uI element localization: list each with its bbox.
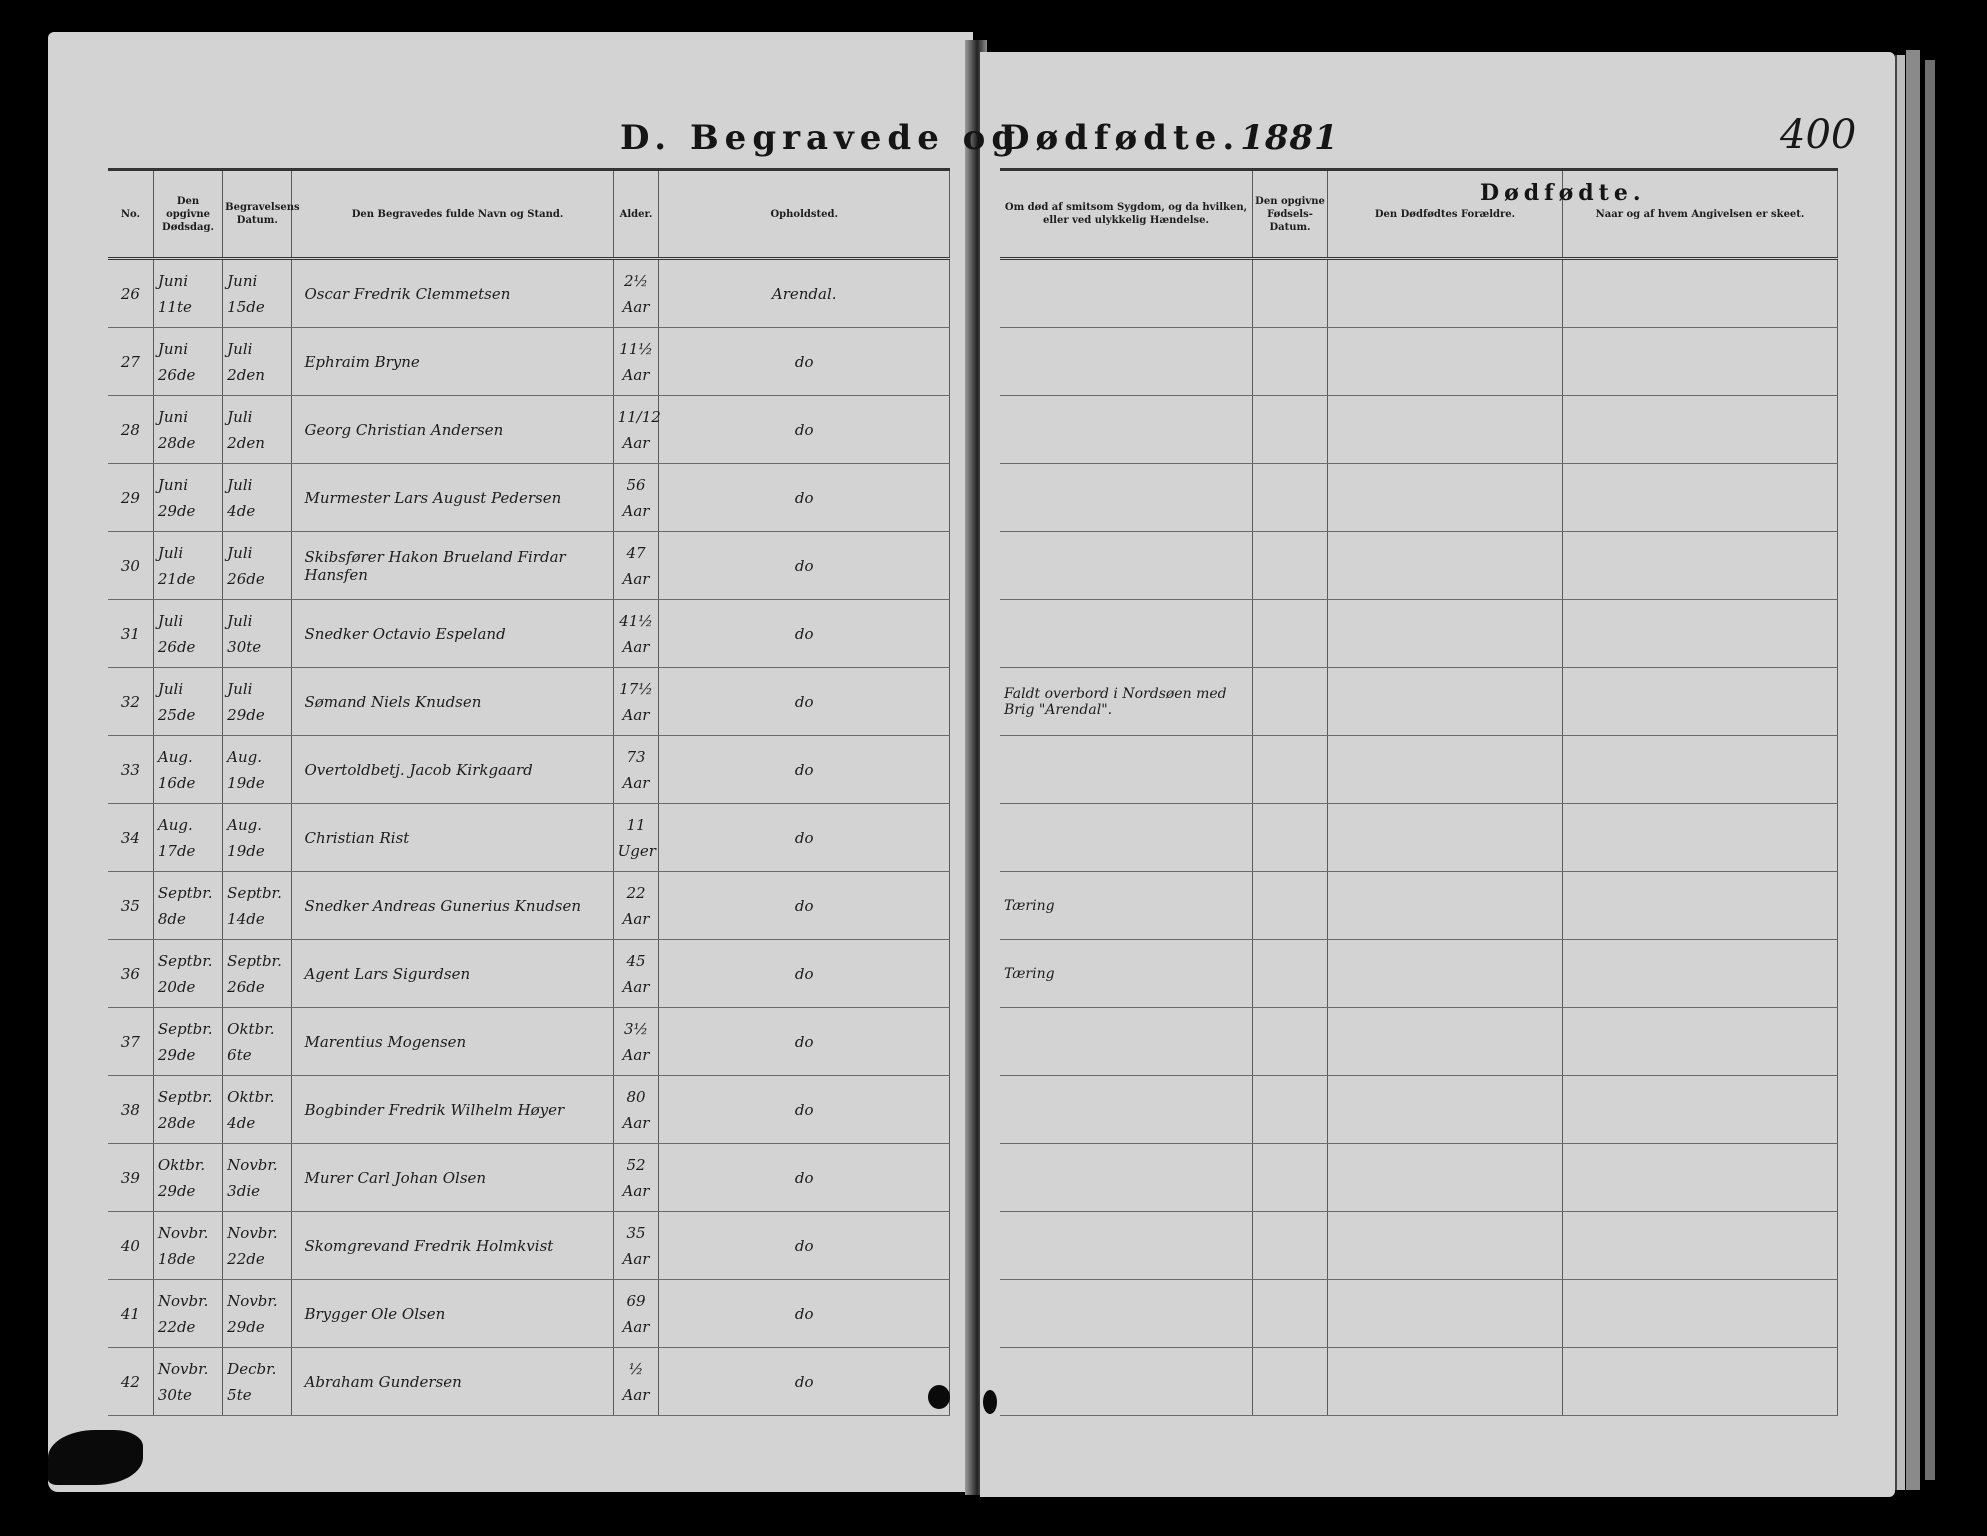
empty-cell [1253, 1076, 1328, 1144]
cause-of-death [1000, 1348, 1253, 1416]
col-header-residence: Opholdsted. [659, 170, 950, 259]
burial-date: Juli 30te [223, 600, 292, 668]
burial-date: Decbr. 5te [223, 1348, 292, 1416]
death-date: Septbr. 29de [153, 1008, 222, 1076]
residence: do [659, 396, 950, 464]
table-row [1000, 328, 1838, 396]
col-header-burial-date: Begravelsens Datum. [223, 170, 292, 259]
residence: do [659, 1144, 950, 1212]
death-date: Septbr. 8de [153, 872, 222, 940]
table-row [1000, 940, 1838, 1008]
cause-of-death [1000, 804, 1253, 872]
col-header-age: Alder. [613, 170, 659, 259]
table-row [108, 259, 950, 328]
cause-of-death [1000, 1144, 1253, 1212]
age: 11/12 Aar [613, 396, 659, 464]
burial-date: Septbr. 14de [223, 872, 292, 940]
death-date: Novbr. 30te [153, 1348, 222, 1416]
table-row [108, 328, 950, 396]
empty-cell [1253, 600, 1328, 668]
deceased-name: Sømand Niels Knudsen [292, 668, 613, 736]
entry-number: 29 [108, 464, 153, 532]
residence: do [659, 736, 950, 804]
burial-date: Juli 2den [223, 396, 292, 464]
residence: Arendal. [659, 259, 950, 328]
cause-of-death: Faldt overbord i Nordsøen med Brig "Arendal". [1000, 668, 1253, 736]
age: 17½ Aar [613, 668, 659, 736]
deceased-name: Brygger Ole Olsen [292, 1280, 613, 1348]
burial-date: Juli 4de [223, 464, 292, 532]
table-row [1000, 1280, 1838, 1348]
deceased-name: Oscar Fredrik Clemmetsen [292, 259, 613, 328]
deceased-name: Agent Lars Sigurdsen [292, 940, 613, 1008]
table-row [108, 940, 950, 1008]
empty-cell [1328, 804, 1563, 872]
empty-cell [1328, 736, 1563, 804]
cause-of-death: Tæring [1000, 940, 1253, 1008]
cause-of-death [1000, 1008, 1253, 1076]
empty-cell [1563, 1144, 1838, 1212]
empty-cell [1253, 1008, 1328, 1076]
entry-number: 40 [108, 1212, 153, 1280]
table-row [108, 532, 950, 600]
burial-date: Oktbr. 6te [223, 1008, 292, 1076]
table-row [108, 804, 950, 872]
death-date: Juni 26de [153, 328, 222, 396]
table-row [1000, 1008, 1838, 1076]
empty-cell [1253, 1348, 1328, 1416]
empty-cell [1563, 328, 1838, 396]
year: 1881 [1240, 118, 1339, 158]
table-row [108, 1280, 950, 1348]
deceased-name: Bogbinder Fredrik Wilhelm Høyer [292, 1076, 613, 1144]
death-date: Novbr. 18de [153, 1212, 222, 1280]
cause-of-death [1000, 328, 1253, 396]
empty-cell [1328, 940, 1563, 1008]
empty-cell [1328, 1348, 1563, 1416]
deceased-name: Georg Christian Andersen [292, 396, 613, 464]
residence: do [659, 1280, 950, 1348]
empty-cell [1253, 464, 1328, 532]
table-row [1000, 1076, 1838, 1144]
table-row [108, 396, 950, 464]
col-header-reported: Naar og af hvem Angivelsen er skeet. [1563, 170, 1838, 259]
empty-cell [1563, 1280, 1838, 1348]
table-row [1000, 872, 1838, 940]
table-row [1000, 668, 1838, 736]
table-row [108, 668, 950, 736]
age: ½ Aar [613, 1348, 659, 1416]
stillborn-register-table [1000, 168, 1838, 1416]
table-row [108, 1348, 950, 1416]
table-row [1000, 259, 1838, 328]
burial-date: Novbr. 22de [223, 1212, 292, 1280]
residence: do [659, 668, 950, 736]
table-row [1000, 736, 1838, 804]
table-row [1000, 532, 1838, 600]
empty-cell [1253, 396, 1328, 464]
col-header-name: Den Begravedes fulde Navn og Stand. [292, 170, 613, 259]
table-row [1000, 1348, 1838, 1416]
cause-of-death [1000, 600, 1253, 668]
col-header-parents: Den Dødfødtes Forældre. [1328, 170, 1563, 259]
page-edge [1895, 55, 1905, 1490]
entry-number: 38 [108, 1076, 153, 1144]
empty-cell [1328, 1008, 1563, 1076]
table-row [1000, 464, 1838, 532]
empty-cell [1328, 1212, 1563, 1280]
age: 47 Aar [613, 532, 659, 600]
cause-of-death [1000, 1212, 1253, 1280]
age: 41½ Aar [613, 600, 659, 668]
table-header-row [1000, 170, 1838, 259]
deceased-name: Skomgrevand Fredrik Holmkvist [292, 1212, 613, 1280]
death-date: Juni 28de [153, 396, 222, 464]
empty-cell [1328, 668, 1563, 736]
empty-cell [1563, 1212, 1838, 1280]
col-header-birth-date: Den opgivne Fødsels-Datum. [1253, 170, 1328, 259]
age: 45 Aar [613, 940, 659, 1008]
deceased-name: Snedker Andreas Gunerius Knudsen [292, 872, 613, 940]
entry-number: 33 [108, 736, 153, 804]
burial-date: Juni 15de [223, 259, 292, 328]
death-date: Juli 25de [153, 668, 222, 736]
empty-cell [1253, 872, 1328, 940]
burial-date: Aug. 19de [223, 804, 292, 872]
residence: do [659, 600, 950, 668]
empty-cell [1253, 1280, 1328, 1348]
col-header-death-date: Den opgivne Dødsdag. [153, 170, 222, 259]
burial-date: Oktbr. 4de [223, 1076, 292, 1144]
entry-number: 31 [108, 600, 153, 668]
entry-number: 30 [108, 532, 153, 600]
death-date: Juni 11te [153, 259, 222, 328]
residence: do [659, 1212, 950, 1280]
empty-cell [1563, 736, 1838, 804]
age: 35 Aar [613, 1212, 659, 1280]
empty-cell [1328, 396, 1563, 464]
table-row [1000, 1144, 1838, 1212]
residence: do [659, 532, 950, 600]
col-header-no: No. [108, 170, 153, 259]
death-date: Aug. 17de [153, 804, 222, 872]
empty-cell [1563, 804, 1838, 872]
entry-number: 27 [108, 328, 153, 396]
age: 2½ Aar [613, 259, 659, 328]
cause-of-death [1000, 259, 1253, 328]
death-date: Aug. 16de [153, 736, 222, 804]
empty-cell [1563, 1008, 1838, 1076]
empty-cell [1563, 872, 1838, 940]
burial-date: Juli 26de [223, 532, 292, 600]
age: 11½ Aar [613, 328, 659, 396]
age: 80 Aar [613, 1076, 659, 1144]
right-heading [1000, 118, 1339, 158]
entry-number: 37 [108, 1008, 153, 1076]
table-row [108, 464, 950, 532]
age: 56 Aar [613, 464, 659, 532]
empty-cell [1253, 736, 1328, 804]
table-row [1000, 396, 1838, 464]
deceased-name: Overtoldbetj. Jacob Kirkgaard [292, 736, 613, 804]
burial-register-table [108, 168, 950, 1416]
burial-date: Aug. 19de [223, 736, 292, 804]
empty-cell [1328, 1280, 1563, 1348]
stillborn-section-title: Dødfødte. [1480, 180, 1646, 206]
burial-date: Septbr. 26de [223, 940, 292, 1008]
table-header-row [108, 170, 950, 259]
table-row [108, 736, 950, 804]
entry-number: 36 [108, 940, 153, 1008]
left-heading: D. Begravede og [620, 118, 1022, 158]
death-date: Novbr. 22de [153, 1280, 222, 1348]
residence: do [659, 328, 950, 396]
table-row [108, 1008, 950, 1076]
table-row [108, 1144, 950, 1212]
burial-date: Novbr. 29de [223, 1280, 292, 1348]
empty-cell [1253, 804, 1328, 872]
deceased-name: Christian Rist [292, 804, 613, 872]
entry-number: 42 [108, 1348, 153, 1416]
cause-of-death [1000, 464, 1253, 532]
death-date: Juni 29de [153, 464, 222, 532]
deceased-name: Murmester Lars August Pedersen [292, 464, 613, 532]
residence: do [659, 464, 950, 532]
death-date: Juli 26de [153, 600, 222, 668]
page-edge [1925, 60, 1935, 1480]
empty-cell [1328, 600, 1563, 668]
empty-cell [1328, 532, 1563, 600]
cause-of-death: Tæring [1000, 872, 1253, 940]
cause-of-death [1000, 1280, 1253, 1348]
ink-blot [928, 1385, 950, 1409]
empty-cell [1563, 1348, 1838, 1416]
table-row [108, 600, 950, 668]
entry-number: 32 [108, 668, 153, 736]
age: 52 Aar [613, 1144, 659, 1212]
entry-number: 26 [108, 259, 153, 328]
burial-date: Juli 29de [223, 668, 292, 736]
empty-cell [1328, 872, 1563, 940]
burial-date: Juli 2den [223, 328, 292, 396]
empty-cell [1253, 259, 1328, 328]
table-row [1000, 600, 1838, 668]
deceased-name: Ephraim Bryne [292, 328, 613, 396]
residence: do [659, 804, 950, 872]
age: 73 Aar [613, 736, 659, 804]
empty-cell [1253, 940, 1328, 1008]
empty-cell [1328, 259, 1563, 328]
col-header-cause: Om død af smitsom Sygdom, og da hvilken, eller ved ulykkelig Hændelse. [1000, 170, 1253, 259]
empty-cell [1563, 1076, 1838, 1144]
empty-cell [1563, 668, 1838, 736]
table-row [1000, 1212, 1838, 1280]
residence: do [659, 1076, 950, 1144]
deceased-name: Marentius Mogensen [292, 1008, 613, 1076]
deceased-name: Abraham Gundersen [292, 1348, 613, 1416]
empty-cell [1563, 464, 1838, 532]
residence: do [659, 872, 950, 940]
cause-of-death [1000, 396, 1253, 464]
empty-cell [1563, 396, 1838, 464]
cause-of-death [1000, 1076, 1253, 1144]
empty-cell [1328, 464, 1563, 532]
death-date: Septbr. 20de [153, 940, 222, 1008]
empty-cell [1253, 1144, 1328, 1212]
age: 3½ Aar [613, 1008, 659, 1076]
empty-cell [1253, 1212, 1328, 1280]
deceased-name: Snedker Octavio Espeland [292, 600, 613, 668]
entry-number: 41 [108, 1280, 153, 1348]
death-date: Juli 21de [153, 532, 222, 600]
table-row [108, 1076, 950, 1144]
burial-date: Novbr. 3die [223, 1144, 292, 1212]
deceased-name: Skibsfører Hakon Brueland Firdar Hansfen [292, 532, 613, 600]
empty-cell [1253, 668, 1328, 736]
empty-cell [1328, 328, 1563, 396]
age: 69 Aar [613, 1280, 659, 1348]
death-date: Septbr. 28de [153, 1076, 222, 1144]
age: 11 Uger [613, 804, 659, 872]
cause-of-death [1000, 532, 1253, 600]
empty-cell [1563, 600, 1838, 668]
entry-number: 39 [108, 1144, 153, 1212]
empty-cell [1563, 940, 1838, 1008]
right-heading-text: Dødfødte. [1000, 118, 1241, 158]
empty-cell [1253, 328, 1328, 396]
empty-cell [1563, 259, 1838, 328]
empty-cell [1253, 532, 1328, 600]
shadow-blot [48, 1430, 143, 1485]
entry-number: 35 [108, 872, 153, 940]
table-row [108, 1212, 950, 1280]
ink-blot [983, 1390, 997, 1414]
folio-number: 400 [1780, 112, 1857, 158]
table-row [1000, 804, 1838, 872]
empty-cell [1563, 532, 1838, 600]
residence: do [659, 1008, 950, 1076]
cause-of-death [1000, 736, 1253, 804]
entry-number: 34 [108, 804, 153, 872]
age: 22 Aar [613, 872, 659, 940]
empty-cell [1328, 1076, 1563, 1144]
table-row [108, 872, 950, 940]
residence: do [659, 1348, 950, 1416]
page-edge [1906, 50, 1920, 1490]
residence: do [659, 940, 950, 1008]
entry-number: 28 [108, 396, 153, 464]
empty-cell [1328, 1144, 1563, 1212]
death-date: Oktbr. 29de [153, 1144, 222, 1212]
deceased-name: Murer Carl Johan Olsen [292, 1144, 613, 1212]
